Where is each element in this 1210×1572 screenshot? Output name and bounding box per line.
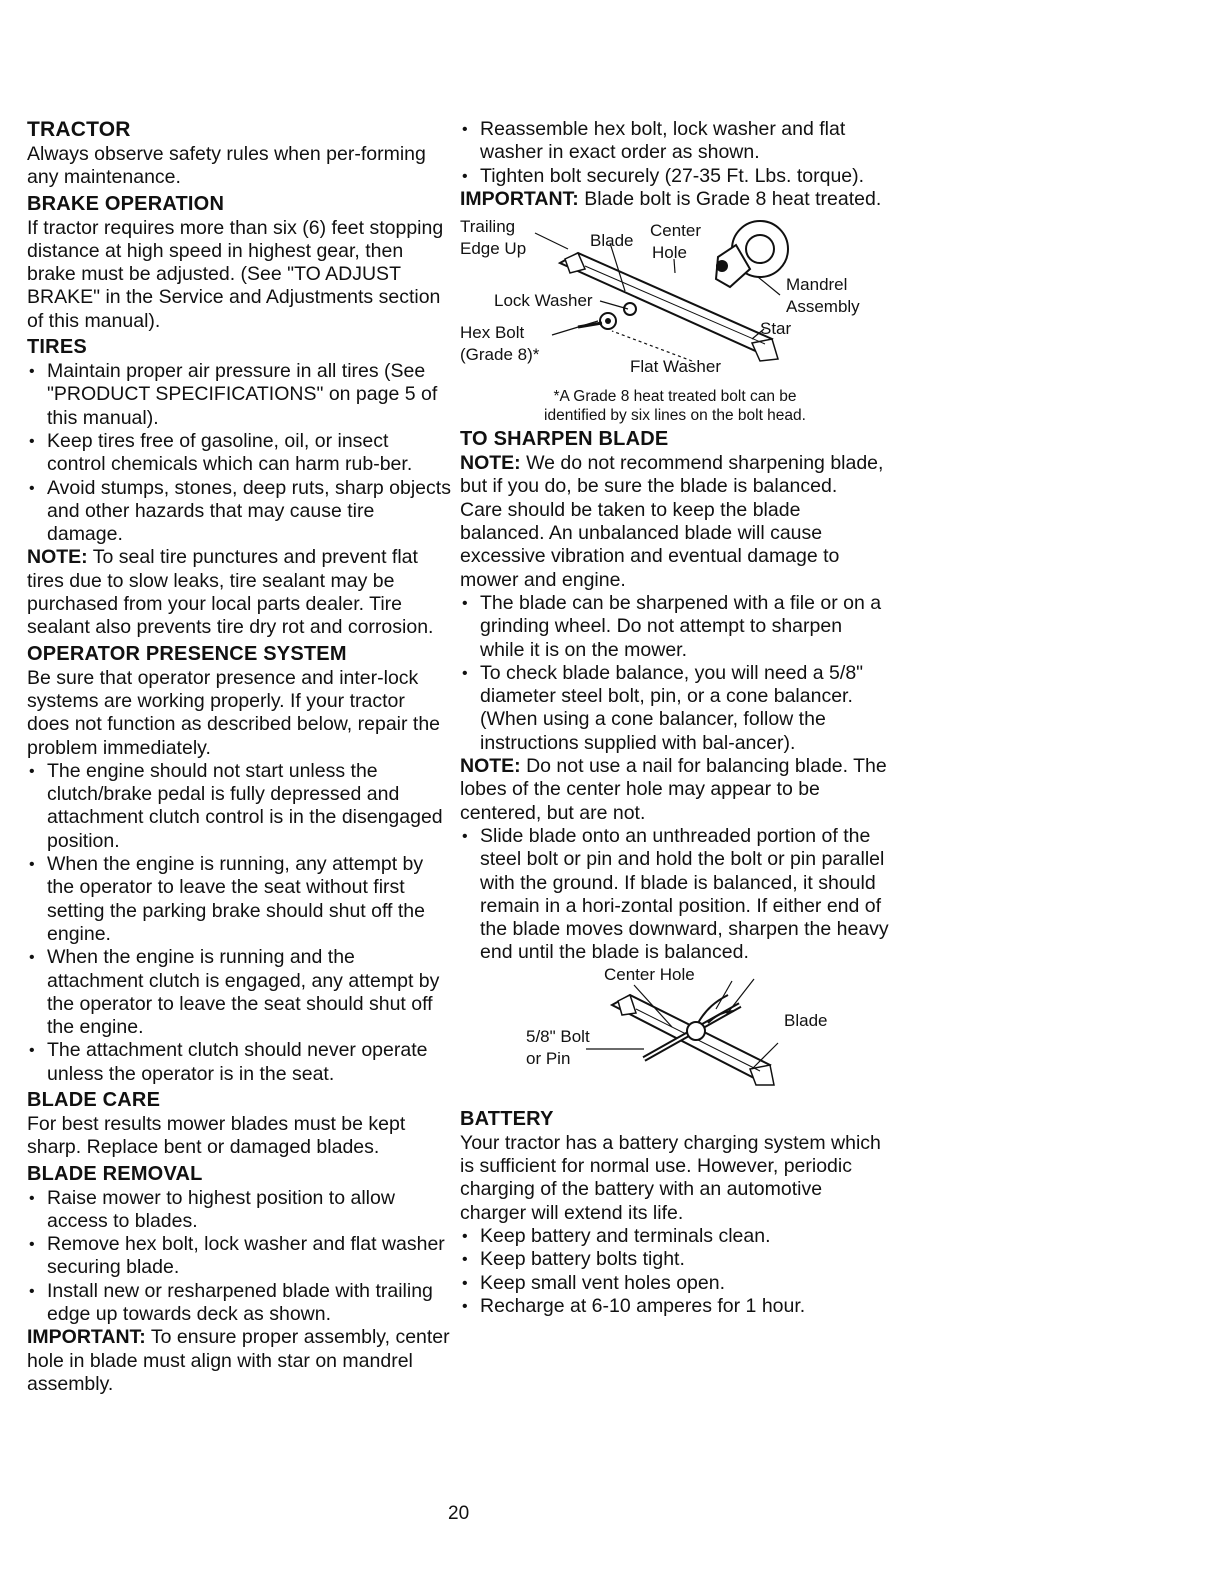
list-item: • To check blade balance, you will need a 5/8" diameter steel bolt, pin, or a cone balancer. (When using a cone balancer, follow the instructions supplied with bal-ancer). (460, 662, 890, 755)
battery-heading: BATTERY (460, 1107, 554, 1130)
star-label: Star (760, 319, 792, 339)
list-item: • Keep tires free of gasoline, oil, or insect control chemicals which can harm rub-ber. (27, 430, 452, 477)
blade-bolt-important-text: Blade bolt is Grade 8 heat treated. (578, 187, 882, 210)
sharpen-blade-heading: TO SHARPEN BLADE (460, 428, 669, 451)
blade-balance-illustration (460, 965, 890, 1105)
footnote-line: *A Grade 8 heat treated bolt can be (553, 388, 797, 406)
bolt-label: 5/8" Bolt (526, 1026, 590, 1046)
tires-note (27, 546, 452, 639)
note-label: NOTE: (27, 546, 88, 569)
list-item: • Avoid stumps, stones, deep ruts, sharp objects and other hazards that may cause tire damage. (27, 477, 452, 547)
battery-list (460, 1225, 890, 1318)
blade-label: Blade (590, 231, 634, 251)
tractor-heading: TRACTOR (27, 118, 131, 141)
nail-note (460, 755, 890, 825)
lock-washer-label: Lock Washer (494, 291, 593, 311)
list-item: • Maintain proper air pressure in all tires (See "PRODUCT SPECIFICATIONS" on page 5 of this manual). (27, 360, 452, 430)
tires-list (27, 360, 452, 546)
tractor-text: Always observe safety rules when per-forming any maintenance. (27, 143, 426, 189)
blade-assembly-diagram (460, 211, 890, 383)
sharpen-text: Care should be taken to keep the blade balanced. An unbalanced blade will cause excessive vibration and eventual damage to mower and engine. (460, 498, 840, 591)
blade-removal-important (27, 1326, 452, 1396)
blade-removal-heading: BLADE REMOVAL (27, 1162, 203, 1185)
mandrel-label: Mandrel (786, 275, 848, 295)
important-label: IMPORTANT: (460, 187, 579, 210)
sharpen-note (460, 452, 890, 499)
grade-label: (Grade 8)* (460, 345, 540, 365)
center-label: Center (650, 221, 702, 241)
list-item: • Keep battery and terminals clean. (460, 1225, 890, 1248)
list-item: • The engine should not start unless the clutch/brake pedal is fully depressed and attachment clutch control is in the disengaged position. (27, 760, 452, 853)
list-item: • Recharge at 6-10 amperes for 1 hour. (460, 1295, 890, 1318)
list-item: • Install new or resharpened blade with trailing edge up towards deck as shown. (27, 1280, 452, 1327)
list-item: • When the engine is running and the attachment clutch is engaged, any attempt by the operator to leave the seat should shut off the engine. (27, 946, 452, 1039)
tires-note-text: To seal tire punctures and prevent flat tires due to slow leaks, tire sealant may be purchased from your local parts dealer. Tire sealant also prevents tire dry rot and corrosion. (27, 546, 434, 639)
blade-balance-diagram (460, 965, 890, 1105)
sharpen-list (460, 592, 890, 755)
nail-note-text: Do not use a nail for balancing blade. The lobes of the center hole may appear to be centered, but are not. (460, 755, 887, 824)
footnote-line: identified by six lines on the bolt head. (544, 407, 806, 425)
blade-care-text: For best results mower blades must be kept sharp. Replace bent or damaged blades. (27, 1112, 406, 1159)
flat-washer-label: Flat Washer (630, 357, 722, 377)
list-item: • Reassemble hex bolt, lock washer and flat washer in exact order as shown. (460, 118, 890, 165)
sharpen-note-text: We do not recommend sharpening blade, but if you do, be sure the blade is balanced. (460, 452, 884, 498)
brake-operation-text: If tractor requires more than six (6) feet stopping distance at high speed in highest gear, then brake must be adjusted. (See "TO ADJUST BRAKE" in the Service and Adjustments section of this manual). (27, 216, 444, 332)
hole-label: Hole (652, 243, 687, 263)
page-number: 20 (448, 1503, 470, 1524)
center-hole-label: Center Hole (604, 964, 695, 984)
blade-bolt-important (460, 188, 890, 211)
list-item: • The attachment clutch should never operate unless the operator is in the seat. (27, 1039, 452, 1086)
blade-removal-list (27, 1187, 452, 1327)
list-item: • Keep small vent holes open. (460, 1272, 890, 1295)
right-column (460, 118, 890, 1318)
operator-presence-heading: OPERATOR PRESENCE SYSTEM (27, 642, 347, 665)
grade-footnote (460, 387, 890, 425)
edge-up-label: Edge Up (460, 239, 527, 259)
hex-bolt-label: Hex Bolt (460, 323, 525, 343)
or-pin-label: or Pin (526, 1048, 571, 1068)
tires-heading: TIRES (27, 336, 87, 359)
balance-list (460, 825, 890, 965)
operator-presence-text: Be sure that operator presence and inter-lock systems are working properly. If your tractor does not function as described below, repair the problem immediately. (27, 666, 441, 759)
operator-presence-list (27, 760, 452, 1086)
list-item: • When the engine is running, any attempt by the operator to leave the seat without first setting the parking brake should shut off the engine. (27, 853, 452, 946)
blade-removal-important-text: To ensure proper assembly, center hole in blade must align with star on mandrel assembly. (27, 1326, 450, 1395)
left-column (27, 118, 452, 1396)
list-item: • Raise mower to highest position to allow access to blades. (27, 1187, 452, 1234)
battery-text: Your tractor has a battery charging system which is sufficient for normal use. However, periodic charging of the battery with an automotive charger will extend its life. (460, 1131, 881, 1224)
list-item: • Slide blade onto an unthreaded portion of the steel bolt or pin and hold the bolt or pin parallel with the ground. If blade is balanced, it should remain in a hori-zontal position. If either end of the blade moves downward, sharpen the heavy end until the blade is balanced. (460, 825, 890, 965)
assembly-label: Assembly (786, 297, 860, 317)
list-item: • Remove hex bolt, lock washer and flat washer securing blade. (27, 1233, 452, 1280)
list-item: • Tighten bolt securely (27-35 Ft. Lbs. torque). (460, 165, 890, 188)
important-label: IMPORTANT: (27, 1326, 146, 1349)
trailing-label: Trailing (460, 217, 516, 237)
reassemble-list (460, 118, 890, 188)
note-label: NOTE: (460, 755, 521, 778)
blade-label: Blade (784, 1010, 828, 1030)
list-item: • The blade can be sharpened with a file or on a grinding wheel. Do not attempt to sharpen while it is on the mower. (460, 592, 890, 662)
brake-operation-heading: BRAKE OPERATION (27, 192, 225, 215)
list-item: • Keep battery bolts tight. (460, 1248, 890, 1271)
note-label: NOTE: (460, 452, 521, 475)
blade-care-heading: BLADE CARE (27, 1088, 161, 1111)
